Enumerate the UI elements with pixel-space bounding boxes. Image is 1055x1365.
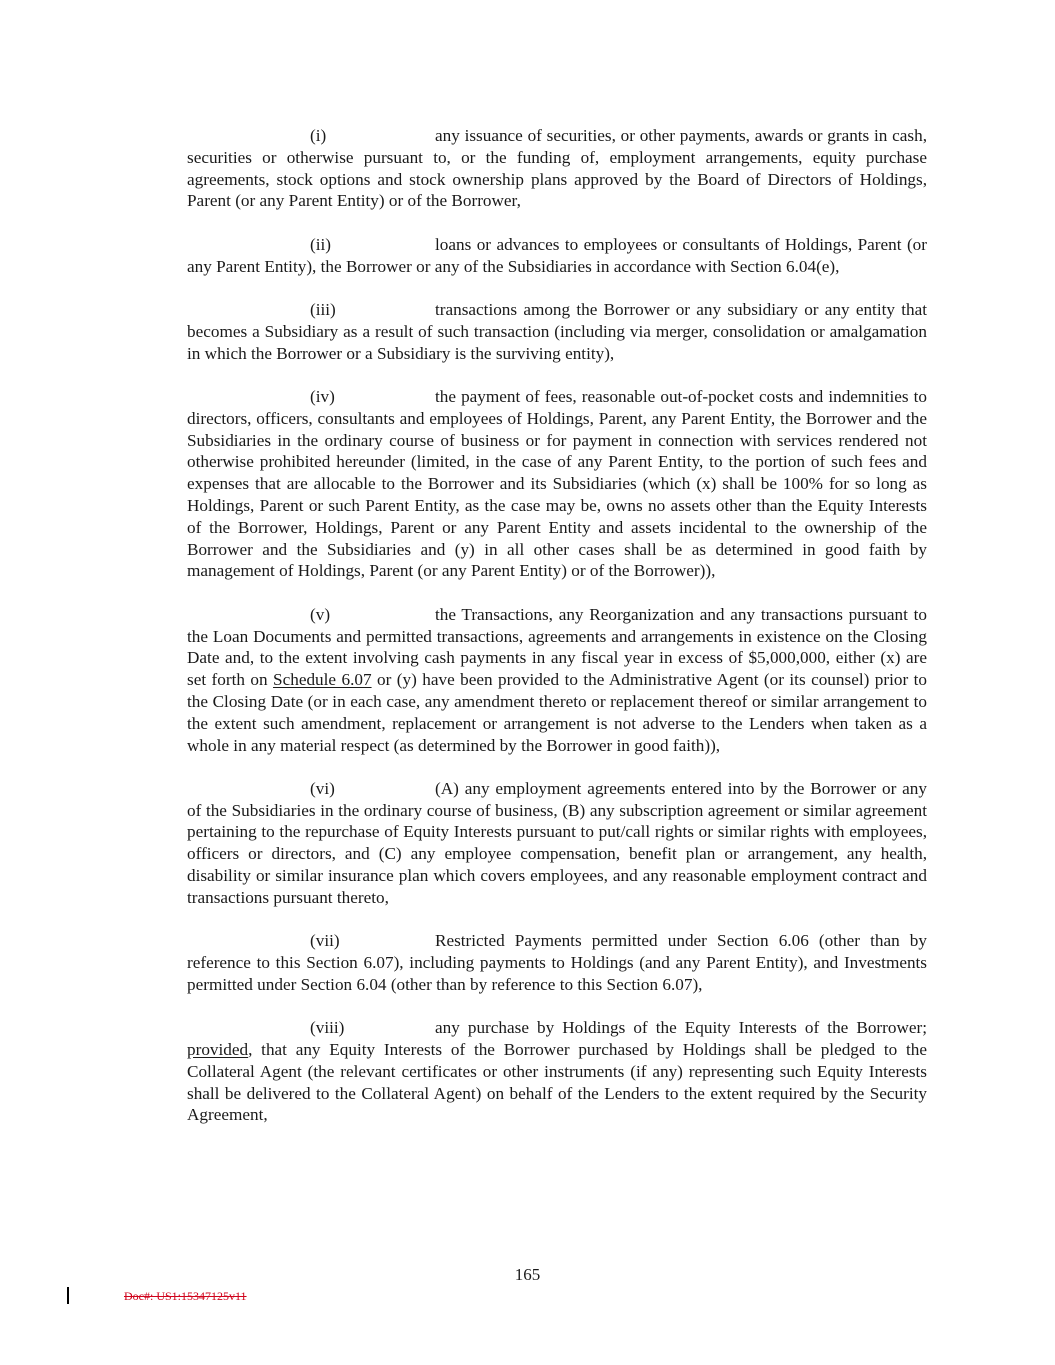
clause-number: (iii) [310,299,336,319]
clause-vii [187,930,927,995]
clause-number: (vi) [310,778,335,798]
provided-term: provided [187,1040,249,1060]
page-number: 165 [514,1265,541,1284]
clause-i [187,125,927,212]
revision-change-bar [67,1287,69,1304]
document-body [187,125,927,1148]
clause-number: (vii) [310,931,340,951]
clause-text: the Transactions, any Reorganization and any transactions pursuant to the Loan Documents and permitted transactions, agreements and arrangements in existence on the Closing Date and, to the extent involving cash payments in any fiscal year in excess of $5,000,000, either (x) are set forth on [187,604,927,690]
clause-number: (ii) [310,234,331,254]
clause-text: transactions among the Borrower or any subsidiary or any entity that becomes a Subsidiary as a result of such transaction (including via merger, consolidation or amalgamation in which the Borrower or a Subsidiary is the surviving entity), [187,299,927,363]
clause-text: , that any Equity Interests of the Borrower purchased by Holdings shall be pledged to the Collateral Agent (the relevant certificates or other instruments (if any) representing such Equity Interests shall be delivered to the Collateral Agent) on behalf of the Lenders to the extent required by the Security Agreement, [187,1040,927,1125]
clause-ii [187,234,927,278]
clause-text: Restricted Payments permitted under Section 6.06 (other than by reference to this Section 6.07), including payments to Holdings (and any Parent Entity), and Investments permitted under Section 6.04 (other than by reference to this Section 6.07), [187,931,927,994]
clause-vi [187,778,927,909]
clause-number: (iv) [310,386,335,406]
clause-iii [187,299,927,364]
clause-text: the payment of fees, reasonable out-of-pocket costs and indemnities to directors, officers, consultants and employees of Holdings, Parent, any Parent Entity, the Borrower and the Subsidiaries in the ordinary course of business or for payment in connection with services rendered not otherwise prohibited hereunder (limited, in the case of any Parent Entity, to the portion of such fees and expenses that are allocable to the Borrower and its Subsidiaries (which (x) shall be 100% for so long as Holdings, Parent or such Parent Entity, as the case may be, owns no assets other than the Equity Interests of the Borrower, Holdings, Parent or any Parent Entity and assets incidental to the ownership of the Borrower and the Subsidiaries and (y) in all other cases shall be as determined in good faith by management of Holdings, Parent (or any Parent Entity) or of the Borrower)), [187,386,927,581]
clause-text: loans or advances to employees or consultants of Holdings, Parent (or any Parent Entity), the Borrower or any of the Subsidiaries in accordance with Section 6.04(e), [187,234,927,276]
clause-iv [187,386,927,582]
clause-viii [187,1017,927,1126]
clause-number: (v) [310,604,331,624]
clause-text: or (y) have been provided to the Administrative Agent (or its counsel) prior to the Closing Date (or in each case, any amendment thereto or replacement thereof or similar arrangement to the extent such amendment, replacement or arrangement is not adverse to the Lenders when taken as a whole in any material respect (as determined by the Borrower in good faith)), [187,670,927,755]
clause-number: (i) [310,126,327,145]
schedule-reference-link: Schedule 6.07 [273,670,372,690]
clause-v [187,604,927,757]
clause-text: any purchase by Holdings of the Equity Interests of the Borrower; [435,1018,927,1038]
clause-text: (A) any employment agreements entered into by the Borrower or any of the Subsidiaries in the ordinary course of business, (B) any subscription agreement or similar agreement pertaining to the repurchase of Equity Interests pursuant to put/call rights or similar rights with employees, officers or directors, and (C) any employee compensation, benefit plan or arrangement, any health, disability or similar insurance plan which covers employees, and any reasonable employment contract and transactions pursuant thereto, [187,778,927,907]
document-id-footer: Doc#: US1:15347125v11 [124,1289,247,1303]
clause-text: any issuance of securities, or other payments, awards or grants in cash, securities or otherwise pursuant to, or the funding of, employment arrangements, equity purchase agreements, stock options and stock ownership plans approved by the Board of Directors of Holdings, Parent (or any Parent Entity) or of the Borrower, [187,126,927,211]
clause-number: (viii) [310,1018,345,1038]
